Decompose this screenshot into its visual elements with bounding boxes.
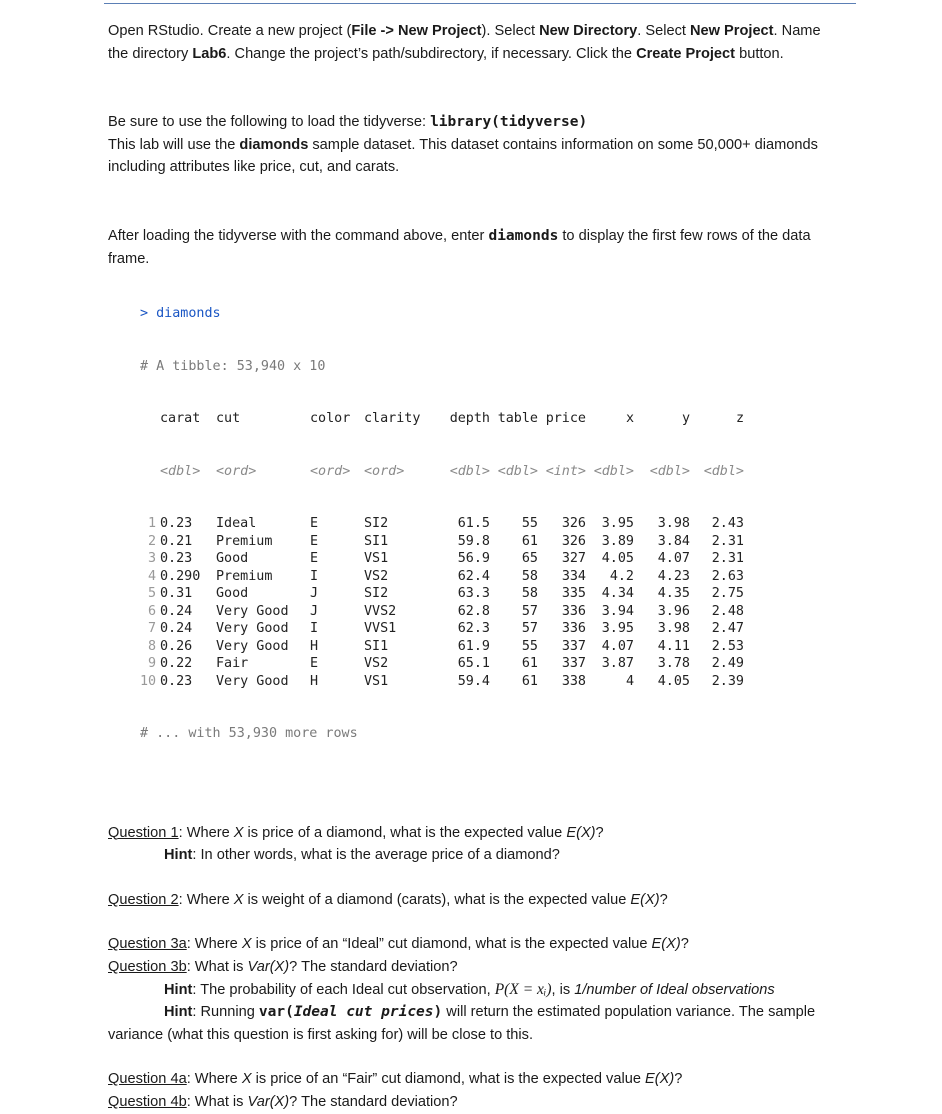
table-cell: 3.98	[657, 621, 690, 637]
intro-text: Open RStudio. Create a new project (	[108, 23, 352, 39]
col-header: clarity	[364, 411, 421, 427]
col-header: carat	[160, 411, 201, 427]
question-label: Question 3b	[108, 959, 187, 976]
tibble-summary: # A tibble: 53,940 x 10	[140, 358, 326, 374]
table-cell: 55	[521, 516, 538, 532]
table-cell: 0.31	[160, 586, 193, 602]
console-rows	[140, 515, 838, 690]
probability-fraction: 1/number of Ideal observations	[574, 981, 775, 998]
table-cell: VS2	[364, 568, 389, 584]
expected-value: E(X)	[566, 824, 596, 841]
after-text: to display the first few rows of the data frame.	[108, 227, 811, 267]
table-cell: 57	[521, 621, 538, 637]
load-line	[108, 111, 838, 134]
table-row	[140, 603, 838, 621]
table-cell: VS2	[364, 656, 389, 672]
table-cell: VS1	[364, 551, 389, 567]
table-cell: 4.11	[657, 638, 690, 654]
intro-text: button.	[735, 45, 784, 62]
console-prompt: >	[140, 306, 149, 322]
col-type: <dbl>	[160, 463, 201, 479]
table-cell: 59.8	[457, 533, 490, 549]
var-x: X	[233, 824, 244, 841]
table-cell: 337	[561, 656, 586, 672]
table-cell: 338	[561, 673, 586, 689]
table-cell: H	[310, 638, 319, 654]
dataset-text: sample dataset. This dataset contains information on some 50,000+ diamonds including attributes like price, cut, and carats.	[108, 136, 818, 176]
intro-text: ). Select	[481, 23, 540, 39]
table-cell: 2.47	[711, 621, 744, 637]
question-4a	[108, 1068, 838, 1091]
question-text: : What is	[186, 959, 248, 976]
table-cell: 2.63	[711, 568, 744, 584]
row-number: 9	[147, 656, 156, 672]
col-type: <dbl>	[449, 463, 490, 479]
col-header: table	[497, 411, 538, 427]
col-header: price	[545, 411, 586, 427]
question-text: is price of a diamond, what is the expected value	[243, 824, 567, 841]
new-project-term: New Project	[690, 23, 774, 39]
hint-label: Hint	[164, 981, 193, 998]
table-cell: 0.23	[160, 516, 193, 532]
table-cell: 62.4	[457, 568, 490, 584]
row-number: 7	[147, 621, 156, 637]
table-row	[140, 638, 838, 656]
table-cell: 0.26	[160, 638, 193, 654]
question-text: ?	[674, 1071, 683, 1088]
library-code: library(tidyverse)	[430, 114, 588, 131]
diamonds-term: diamonds	[239, 136, 309, 153]
table-cell: 336	[561, 603, 586, 619]
table-cell: 62.8	[457, 603, 490, 619]
document-body	[108, 20, 838, 1114]
table-cell: 4.34	[601, 586, 634, 602]
question-text: ?	[659, 891, 668, 908]
table-cell: 326	[561, 516, 586, 532]
hint-text: : Running	[192, 1004, 259, 1021]
intro-text: . Name the directory	[108, 23, 821, 62]
table-cell: E	[310, 516, 319, 532]
table-cell: 3.98	[657, 516, 690, 532]
table-cell: J	[310, 586, 319, 602]
hint-text: , is	[551, 981, 575, 998]
table-cell: 4.05	[657, 673, 690, 689]
table-cell: E	[310, 656, 319, 672]
directory-name: Lab6	[192, 45, 227, 62]
table-cell: 65	[521, 551, 538, 567]
row-number: 5	[147, 586, 156, 602]
after-text: After loading the tidyverse with the command above, enter	[108, 227, 489, 244]
table-row	[140, 673, 838, 691]
variance-term: Var(X)	[247, 959, 290, 976]
dataset-text: This lab will use the	[108, 136, 240, 153]
intro-paragraph	[108, 20, 838, 65]
col-header: cut	[216, 411, 241, 427]
hint-1	[108, 844, 838, 867]
table-cell: 0.23	[160, 551, 193, 567]
console-command: diamonds	[156, 306, 221, 322]
table-cell: SI2	[364, 516, 389, 532]
row-number: 8	[147, 638, 156, 654]
table-cell: I	[310, 568, 319, 584]
table-cell: SI1	[364, 533, 389, 549]
table-cell: 58	[521, 568, 538, 584]
table-row	[140, 568, 838, 586]
hint-text: will return the estimated population variance. The sample variance (what this question is first asking for) will be close to this.	[108, 1004, 816, 1043]
col-type: <ord>	[310, 463, 351, 479]
col-type: <dbl>	[593, 463, 634, 479]
diamonds-code: diamonds	[488, 227, 559, 244]
r-console-output	[140, 270, 838, 778]
table-cell: 2.49	[711, 656, 744, 672]
question-text: is price of an “Ideal” cut diamond, what is the expected value	[251, 936, 652, 953]
table-cell: Very Good	[216, 673, 289, 689]
table-cell: 61	[521, 533, 538, 549]
hint-3a	[108, 979, 838, 1002]
more-rows-note: # ... with 53,930 more rows	[140, 726, 358, 742]
col-type: <dbl>	[497, 463, 538, 479]
table-cell: 65.1	[457, 656, 490, 672]
table-cell: 335	[561, 586, 586, 602]
table-cell: 61.9	[457, 638, 490, 654]
create-project-term: Create Project	[636, 45, 736, 62]
question-label: Question 4b	[108, 1094, 187, 1110]
top-divider	[104, 3, 856, 4]
table-cell: 4	[625, 673, 634, 689]
question-text: : Where	[178, 891, 234, 908]
type-row	[160, 463, 838, 481]
table-cell: 61.5	[457, 516, 490, 532]
table-cell: J	[310, 603, 319, 619]
expected-value: E(X)	[645, 1071, 675, 1088]
table-cell: 2.39	[711, 673, 744, 689]
table-cell: SI1	[364, 638, 389, 654]
table-cell: 334	[561, 568, 586, 584]
table-cell: Very Good	[216, 621, 289, 637]
table-cell: 337	[561, 638, 586, 654]
row-number: 2	[147, 533, 156, 549]
col-type: <ord>	[364, 463, 405, 479]
var-x: X	[233, 891, 244, 908]
col-header: x	[625, 411, 634, 427]
col-type: <int>	[545, 463, 586, 479]
table-cell: VS1	[364, 673, 389, 689]
table-cell: E	[310, 551, 319, 567]
table-cell: H	[310, 673, 319, 689]
hint-text: : The probability of each Ideal cut observation,	[192, 981, 495, 998]
table-cell: 326	[561, 533, 586, 549]
question-text: : Where	[178, 824, 234, 841]
question-3b	[108, 956, 838, 979]
table-cell: 3.84	[657, 533, 690, 549]
table-cell: 336	[561, 621, 586, 637]
table-cell: 0.24	[160, 603, 193, 619]
table-cell: 63.3	[457, 586, 490, 602]
table-cell: E	[310, 533, 319, 549]
dataset-paragraph	[108, 134, 838, 179]
table-cell: 4.05	[601, 551, 634, 567]
question-text: is weight of a diamond (carats), what is the expected value	[243, 891, 631, 908]
table-cell: 3.94	[601, 603, 634, 619]
question-text: is price of an “Fair” cut diamond, what is the expected value	[251, 1071, 646, 1088]
menu-path: File -> New Project	[351, 23, 482, 39]
col-header: z	[735, 411, 744, 427]
col-type: <dbl>	[703, 463, 744, 479]
table-cell: VVS1	[364, 621, 397, 637]
table-cell: 62.3	[457, 621, 490, 637]
question-label: Question 3a	[108, 936, 187, 953]
table-cell: 0.23	[160, 673, 193, 689]
row-number: 1	[147, 516, 156, 532]
probability-formula: P(X = xᵢ)	[494, 980, 552, 998]
table-row	[140, 550, 838, 568]
hint-label: Hint	[164, 847, 193, 864]
table-cell: I	[310, 621, 319, 637]
table-cell: 327	[561, 551, 586, 567]
var-x: X	[241, 936, 252, 953]
table-cell: 0.24	[160, 621, 193, 637]
table-cell: Good	[216, 551, 249, 567]
table-cell: 0.290	[160, 568, 201, 584]
intro-text: . Select	[637, 23, 690, 39]
var-x: X	[241, 1071, 252, 1088]
table-row	[140, 655, 838, 673]
var-code: )	[433, 1004, 443, 1021]
table-cell: 4.23	[657, 568, 690, 584]
question-label: Question 2	[108, 891, 179, 908]
question-text: : What is	[186, 1094, 248, 1110]
question-text: ? The standard deviation?	[289, 959, 458, 976]
table-cell: 0.21	[160, 533, 193, 549]
new-directory-term: New Directory	[539, 23, 638, 39]
expected-value: E(X)	[630, 891, 660, 908]
table-cell: 4.07	[601, 638, 634, 654]
table-cell: 3.87	[601, 656, 634, 672]
expected-value: E(X)	[651, 936, 681, 953]
question-label: Question 1	[108, 824, 179, 841]
table-cell: 3.95	[601, 516, 634, 532]
col-type: <ord>	[216, 463, 257, 479]
table-cell: Premium	[216, 533, 273, 549]
question-text: : Where	[186, 1071, 242, 1088]
load-text: Be sure to use the following to load the tidyverse:	[108, 114, 431, 131]
question-4b	[108, 1091, 838, 1114]
row-number: 3	[147, 551, 156, 567]
hint-label: Hint	[164, 1004, 193, 1021]
table-cell: SI2	[364, 586, 389, 602]
row-number: 4	[147, 568, 156, 584]
hint-text: : In other words, what is the average price of a diamond?	[192, 847, 560, 864]
table-cell: 3.89	[601, 533, 634, 549]
col-type: <dbl>	[649, 463, 690, 479]
console-command-line	[140, 305, 838, 323]
col-header: y	[681, 411, 690, 427]
table-cell: Good	[216, 586, 249, 602]
table-cell: 61	[521, 673, 538, 689]
table-cell: 4.2	[609, 568, 634, 584]
table-cell: 0.22	[160, 656, 193, 672]
table-cell: 2.75	[711, 586, 744, 602]
question-1	[108, 822, 838, 845]
table-cell: 56.9	[457, 551, 490, 567]
table-cell: 61	[521, 656, 538, 672]
table-cell: 2.48	[711, 603, 744, 619]
intro-text: . Change the project’s path/subdirectory, if necessary. Click the	[226, 45, 637, 62]
question-text: : Where	[186, 936, 242, 953]
table-row	[140, 533, 838, 551]
table-cell: 3.78	[657, 656, 690, 672]
table-cell: 2.31	[711, 551, 744, 567]
question-text: ?	[595, 824, 604, 841]
header-row	[160, 410, 838, 428]
var-code-arg: Ideal cut prices	[293, 1004, 434, 1021]
question-3a	[108, 933, 838, 956]
after-paragraph	[108, 225, 838, 270]
table-cell: 57	[521, 603, 538, 619]
table-row	[140, 620, 838, 638]
table-cell: Very Good	[216, 638, 289, 654]
row-number: 6	[147, 603, 156, 619]
table-cell: 4.07	[657, 551, 690, 567]
table-cell: 4.35	[657, 586, 690, 602]
var-code: var(	[258, 1004, 294, 1021]
table-cell: 55	[521, 638, 538, 654]
col-header: color	[310, 411, 351, 427]
variance-term: Var(X)	[247, 1094, 290, 1110]
table-cell: VVS2	[364, 603, 397, 619]
table-cell: Ideal	[216, 516, 257, 532]
question-2	[108, 889, 838, 912]
table-cell: 2.31	[711, 533, 744, 549]
question-text: ? The standard deviation?	[289, 1094, 458, 1110]
table-cell: 3.96	[657, 603, 690, 619]
table-cell: 58	[521, 586, 538, 602]
table-cell: 3.95	[601, 621, 634, 637]
question-label: Question 4a	[108, 1071, 187, 1088]
table-cell: 59.4	[457, 673, 490, 689]
table-cell: Very Good	[216, 603, 289, 619]
table-cell: 2.43	[711, 516, 744, 532]
table-row	[140, 585, 838, 603]
question-text: ?	[680, 936, 689, 953]
table-cell: 2.53	[711, 638, 744, 654]
table-row	[140, 515, 838, 533]
col-header: depth	[449, 411, 490, 427]
row-number: 10	[140, 673, 157, 689]
table-cell: Premium	[216, 568, 273, 584]
table-cell: Fair	[216, 656, 249, 672]
